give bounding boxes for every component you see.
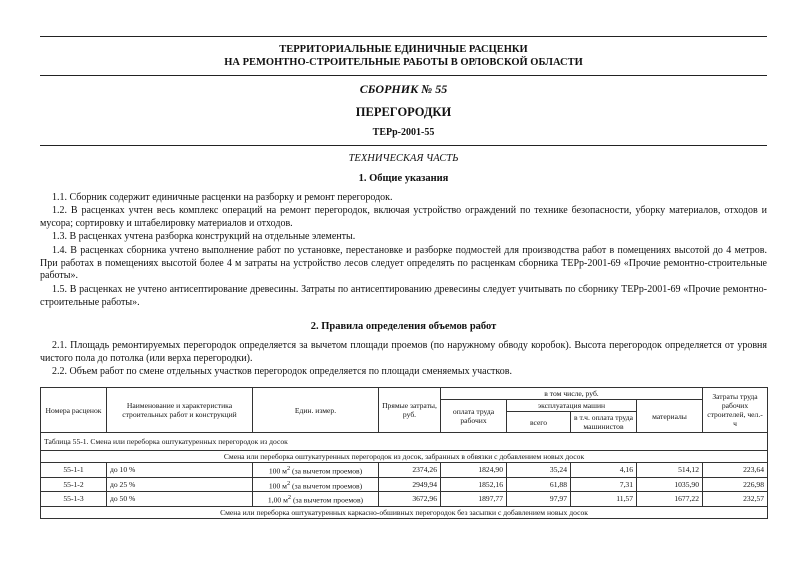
cell-wage: 1897,77 bbox=[441, 492, 507, 507]
cell-labor: 232,57 bbox=[703, 492, 768, 507]
header-rule-2 bbox=[40, 145, 767, 146]
paragraph-1-3: 1.3. В расценках учтена разборка конструкций на отдельные элементы. bbox=[52, 231, 356, 242]
rates-table bbox=[40, 387, 768, 519]
cell-mach-wage: 7,31 bbox=[571, 477, 637, 492]
unit-note: (за вычетом проемов) bbox=[290, 466, 363, 476]
cell-mach-wage: 11,57 bbox=[571, 492, 637, 507]
collection-title: СБОРНИК № 55 bbox=[359, 82, 448, 96]
unit-exponent: 2 bbox=[286, 479, 291, 487]
paragraph-1-1: 1.1. Сборник содержит единичные расценки на разборку и ремонт перегородок. bbox=[52, 192, 393, 203]
cell-direct: 3672,96 bbox=[379, 492, 441, 507]
col-header-labor: Затраты труда рабочих строителей, чел.-ч bbox=[703, 388, 768, 433]
org-line-2: НА РЕМОНТНО-СТРОИТЕЛЬНЫЕ РАБОТЫ В ОРЛОВСКОЙ ОБЛАСТИ bbox=[224, 57, 583, 68]
page-title: ПЕРЕГОРОДКИ bbox=[355, 105, 452, 119]
paragraph-2-2: 2.2. Объем работ по смене отдельных участков перегородок определяется по площади сменяемых участков. bbox=[52, 366, 512, 377]
subheading-row-1 bbox=[41, 451, 768, 463]
cell-unit bbox=[253, 463, 379, 478]
section-1-heading: 1. Общие указания bbox=[358, 173, 449, 184]
col-header-unit: Един. измер. bbox=[253, 388, 379, 433]
header-row-1 bbox=[41, 388, 768, 400]
cell-name: до 25 % bbox=[107, 477, 253, 492]
unit-value: 100 м bbox=[268, 481, 287, 491]
col-header-including: в том числе, руб. bbox=[441, 388, 703, 400]
table-row bbox=[41, 477, 768, 492]
cell-code: 55-1-1 bbox=[41, 463, 107, 478]
section-2-heading: 2. Правила определения объемов работ bbox=[310, 321, 497, 332]
cell-name: до 50 % bbox=[107, 492, 253, 507]
cell-direct: 2374,26 bbox=[379, 463, 441, 478]
subheading-2: Смена или переборка оштукатуренных каркасно-обшивных перегородок без засыпки с добавлением новых досок bbox=[41, 506, 768, 518]
paragraph-1-4: 1.4. В расценках сборника учтено выполнение работ по установке, перестановке и разборке подмостей для производства работ в помещениях высотой до 4 метров. При работах в помещениях высотой более 4 м затраты на устройство лесов следует определять по расценкам сборника ТЕРр-2001-69 «Прочие ремонтно-строительные работы». bbox=[40, 245, 767, 281]
cell-machines-total: 61,88 bbox=[507, 477, 571, 492]
col-header-name: Наименование и характеристика строительных работ и конструкций bbox=[107, 388, 253, 433]
col-header-direct: Прямые затраты, руб. bbox=[379, 388, 441, 433]
cell-labor: 226,98 bbox=[703, 477, 768, 492]
unit-note: (за вычетом проемов) bbox=[291, 495, 364, 505]
cell-machines-total: 35,24 bbox=[507, 463, 571, 478]
subheading-1: Смена или переборка оштукатуренных перегородок из досок, забранных в обвязки с добавлением новых досок bbox=[41, 451, 768, 463]
cell-materials: 514,12 bbox=[637, 463, 703, 478]
cell-labor: 223,64 bbox=[703, 463, 768, 478]
col-header-code: Номера расценок bbox=[41, 388, 107, 433]
cell-mach-wage: 4,16 bbox=[571, 463, 637, 478]
subheading-row-2 bbox=[41, 506, 768, 518]
table-title: Таблица 55-1. Смена или переборка оштукатуренных перегородок из досок bbox=[41, 433, 768, 451]
unit-value: 100 м bbox=[268, 466, 287, 476]
cell-wage: 1824,90 bbox=[441, 463, 507, 478]
unit-exponent: 2 bbox=[286, 465, 291, 472]
col-header-machines: эксплуатация машин bbox=[507, 400, 637, 412]
col-header-total: всего bbox=[507, 412, 571, 433]
col-header-materials: материалы bbox=[637, 400, 703, 433]
top-rule bbox=[40, 36, 767, 37]
table-title-row bbox=[41, 433, 768, 451]
header-rule-1 bbox=[40, 75, 767, 76]
cell-machines-total: 97,97 bbox=[507, 492, 571, 507]
tech-part-heading: ТЕХНИЧЕСКАЯ ЧАСТЬ bbox=[348, 153, 459, 164]
paragraph-2-1: 2.1. Площадь ремонтируемых перегородок определяется за вычетом площади проемов (по наружному обводу коробок). Высота перегородок определяется от уровня чистого пола до потолка (или верха перегородки). bbox=[40, 340, 767, 364]
org-line-1: ТЕРРИТОРИАЛЬНЫЕ ЕДИНИЧНЫЕ РАСЦЕНКИ bbox=[279, 44, 528, 55]
cell-code: 55-1-2 bbox=[41, 477, 107, 492]
unit-exponent: 2 bbox=[287, 494, 292, 502]
table-row bbox=[41, 463, 768, 478]
cell-unit bbox=[253, 477, 379, 492]
table-row bbox=[41, 492, 768, 507]
cell-materials: 1035,90 bbox=[637, 477, 703, 492]
cell-code: 55-1-3 bbox=[41, 492, 107, 507]
unit-value: 1,00 м bbox=[267, 495, 288, 505]
unit-note: (за вычетом проемов) bbox=[290, 481, 363, 491]
paragraph-1-2: 1.2. В расценках учтен весь комплекс операций на ремонт перегородок, включая устройство ограждений по технике безопасности, уборку материалов, отходов и мусора; сортировку и штабелировку материалов и отходов. bbox=[40, 205, 767, 229]
organization-heading bbox=[40, 43, 767, 69]
paragraph-1-5: 1.5. В расценках не учтено антисептирование древесины. Затраты по антисептированию древесины следует учитывать по сборнику ТЕРр-2001-69 «Прочие ремонтно-строительные работы». bbox=[40, 284, 767, 308]
cell-direct: 2949,94 bbox=[379, 477, 441, 492]
document-code: ТЕРр-2001-55 bbox=[372, 127, 435, 138]
cell-wage: 1852,16 bbox=[441, 477, 507, 492]
cell-materials: 1677,22 bbox=[637, 492, 703, 507]
cell-unit bbox=[253, 492, 379, 507]
col-header-wage: оплата труда рабочих bbox=[441, 400, 507, 433]
col-header-mach-wage: в т.ч. оплата труда машинистов bbox=[571, 412, 637, 433]
cell-name: до 10 % bbox=[107, 463, 253, 478]
